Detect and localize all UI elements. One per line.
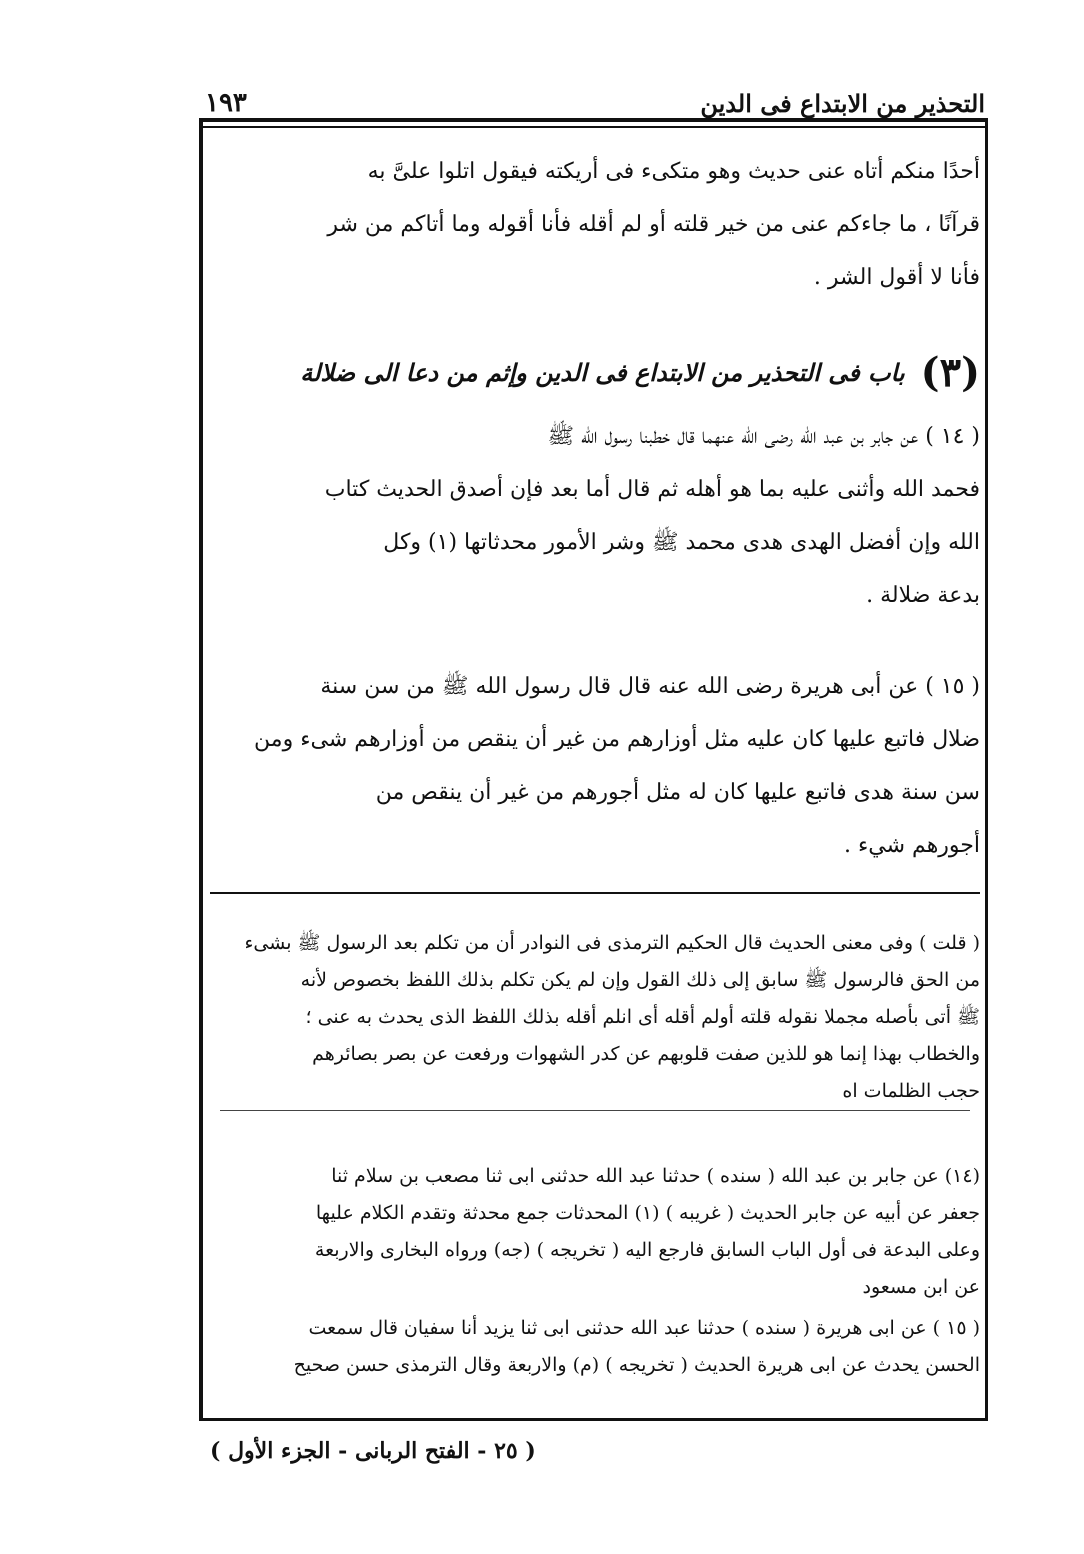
page-header bbox=[205, 78, 985, 118]
page-number: ١٩٣ bbox=[205, 88, 247, 118]
note-separator bbox=[220, 1110, 970, 1111]
printer-signature: ( ٢٥ - الفتح الربانى - الجزء الأول ) bbox=[210, 1438, 536, 1464]
running-title: التحذير من الابتداع فى الدين bbox=[700, 89, 985, 118]
text-line: أجورهم شيء . bbox=[843, 833, 980, 858]
note-line: وعلى البدعة فى أول الباب السابق فارجع اليه ( تخريجه ) (جه) ورواه البخارى والاربعة bbox=[314, 1239, 980, 1261]
note-line: ﷺ أتى بأصله مجملا نقوله قلته أولم أقله أى انلم أقله بذلك اللفظ الذى يحدث به عنى ؛ bbox=[305, 1006, 980, 1028]
chapter-number: (٣) bbox=[920, 348, 980, 396]
note-line: (١٤) عن جابر بن عبد الله ( سنده ) حدثنا عبد الله حدثنى ابى ثنا مصعب بن سلام ثنا bbox=[331, 1165, 980, 1187]
hadith-15 bbox=[205, 660, 980, 872]
note-line: عن ابن مسعود bbox=[862, 1276, 980, 1298]
text-line: ( ١٥ ) عن أبى هريرة رضى الله عنه قال قال رسول الله ﷺ من سن سنة bbox=[320, 674, 980, 699]
text-line: فأنا لا أقول الشر . bbox=[813, 265, 980, 290]
text-line: سن سنة هدى فاتبع عليها كان له مثل أجورهم من غير أن ينقص من bbox=[375, 780, 980, 805]
footnote-15 bbox=[205, 1310, 980, 1384]
text-line: ( ١٤ ) عن جابر بن عبد الله رضى الله عنهما قال خطبنا رسول الله ﷺ bbox=[547, 424, 980, 449]
text-line: قرآنًا ، ما جاءكم عنى من خير قلته أو لم أقله فأنا أقوله وما أتاكم من شر bbox=[327, 212, 980, 237]
note-line: الحسن يحدث عن ابى هريرة الحديث ( تخريجه ) (م) والاربعة وقال الترمذى حسن صحيح bbox=[293, 1354, 980, 1376]
hadith-14 bbox=[205, 410, 980, 622]
continuation-text bbox=[205, 145, 980, 304]
text-line: فحمد الله وأثنى عليه بما هو أهله ثم قال أما بعد فإن أصدق الحديث كتاب bbox=[324, 477, 980, 502]
note-line: ( ١٥ ) عن ابى هريرة ( سنده ) حدثنا عبد الله حدثنى ابى ثنا يزيد أنا سفيان قال سمعت bbox=[308, 1317, 980, 1339]
frame-bottom-rule bbox=[199, 1418, 988, 1421]
chapter-heading bbox=[240, 342, 980, 402]
frame-left-rule bbox=[199, 118, 203, 1420]
frame-top-rule-inner bbox=[199, 126, 988, 128]
text-line: أحدًا منكم أتاه عنى حديث وهو متكىء فى أريكته فيقول اتلوا علىَّ به bbox=[367, 159, 980, 184]
commentary-note bbox=[205, 925, 980, 1110]
footnote-divider bbox=[210, 892, 980, 894]
footnote-14 bbox=[205, 1158, 980, 1306]
note-line: جعفر عن أبيه عن جابر الحديث ( غريبه ) (١) المحدثات جمع محدثة وتقدم الكلام عليها bbox=[315, 1202, 980, 1224]
text-line: ضلال فاتبع عليها كان عليه مثل أوزارهم من غير أن ينقص من أوزارهم شىء ومن bbox=[254, 727, 980, 752]
text-line: بدعة ضلالة . bbox=[866, 583, 980, 608]
note-line: والخطاب بهذا إنما هو للذين صفت قلوبهم عن كدر الشهوات ورفعت عن بصر بصائرهم bbox=[312, 1043, 980, 1065]
note-line: حجب الظلمات اه bbox=[842, 1080, 980, 1102]
text-line: الله وإن أفضل الهدى هدى محمد ﷺ وشر الأمور محدثاتها (١) وكل bbox=[383, 530, 980, 555]
chapter-title: باب فى التحذير من الابتداع فى الدين وإثم من دعا الى ضلالة bbox=[300, 357, 905, 387]
frame-top-rule bbox=[199, 118, 988, 122]
note-line: من الحق فالرسول ﷺ سابق إلى ذلك القول وإن لم يكن تكلم بذلك اللفظ بخصوص لأنه bbox=[300, 969, 980, 991]
frame-right-rule bbox=[985, 118, 988, 1420]
note-line: ( قلت ) وفى معنى الحديث قال الحكيم الترمذى فى النوادر أن من تكلم بعد الرسول ﷺ بشىء bbox=[244, 932, 980, 954]
